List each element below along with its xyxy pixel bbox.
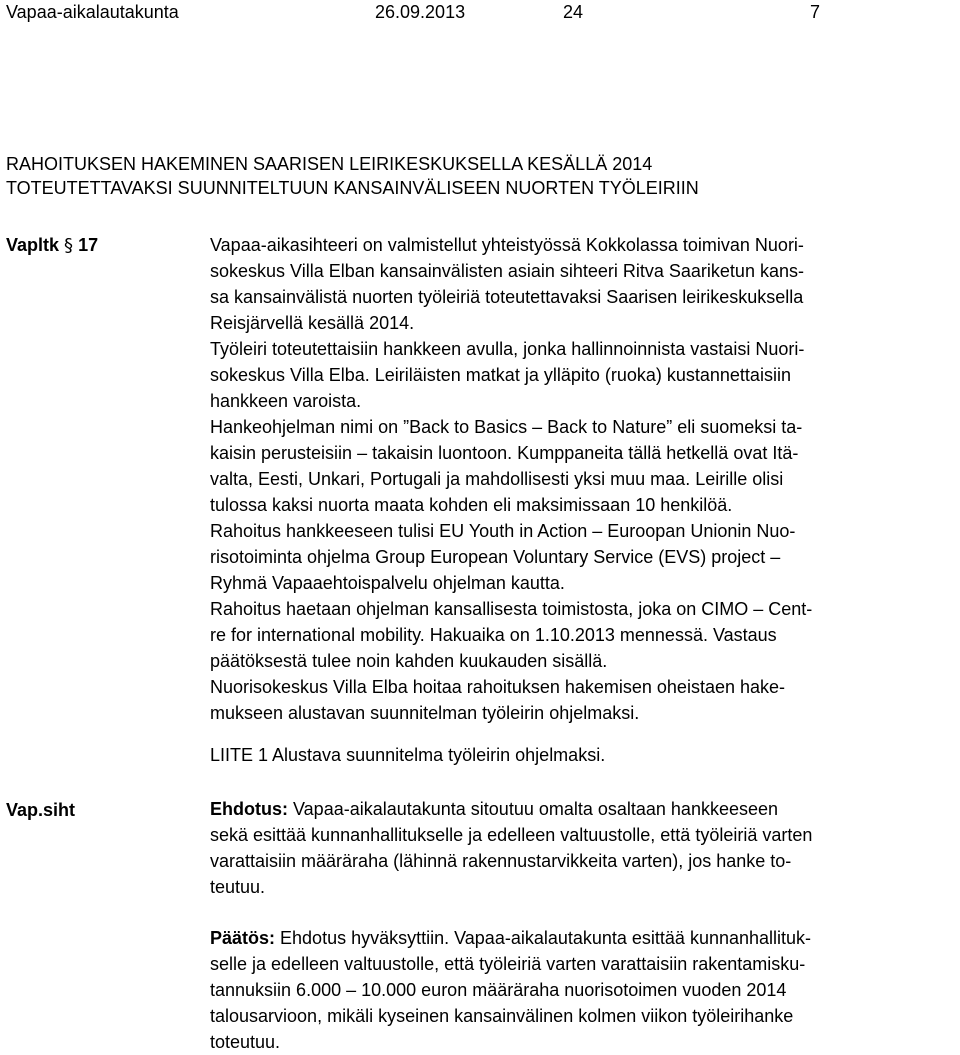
body-line: päätöksestä tulee noin kahden kuukauden sisällä. bbox=[210, 651, 608, 671]
decision-line: tannuksiin 6.000 – 10.000 euron määräraha nuorisotoimen vuoden 2014 bbox=[210, 980, 787, 1000]
body-line: Rahoitus hankkeeseen tulisi EU Youth in Action – Euroopan Unionin Nuo- bbox=[210, 521, 796, 541]
body-line: mukseen alustavan suunnitelman työleirin ohjelmaksi. bbox=[210, 703, 640, 723]
proposal-line: sekä esittää kunnanhallitukselle ja edelleen valtuustolle, että työleiriä varten bbox=[210, 825, 813, 845]
proposal-first-line bbox=[210, 796, 955, 822]
header-committee: Vapaa-aikalautakunta bbox=[6, 2, 179, 22]
title-line-2: TOTEUTETTAVAKSI SUUNNITELTUUN KANSAINVÄLISEEN NUORTEN TYÖLEIRIIN bbox=[6, 178, 699, 198]
reference-number: 17 bbox=[78, 235, 99, 255]
attachment-note bbox=[210, 742, 955, 768]
title-line-1: RAHOITUKSEN HAKEMINEN SAARISEN LEIRIKESKUKSELLA KESÄLLÄ 2014 bbox=[6, 154, 653, 174]
attachment-line: LIITE 1 Alustava suunnitelma työleirin ohjelmaksi. bbox=[210, 745, 606, 765]
header-date: 26.09.2013 bbox=[375, 2, 466, 22]
section-reference-label bbox=[6, 233, 98, 258]
body-line: valta, Eesti, Unkari, Portugali ja mahdollisesti yksi muu maa. Leirille olisi bbox=[210, 469, 784, 489]
body-line: Hankeohjelman nimi on ”Back to Basics – Back to Nature” eli suomeksi ta- bbox=[210, 417, 803, 437]
body-line: sokeskus Villa Elba. Leiriläisten matkat ja ylläpito (ruoka) kustannettaisiin bbox=[210, 365, 791, 385]
header-page-number: 7 bbox=[810, 2, 821, 22]
body-line: Rahoitus haetaan ohjelman kansallisesta toimistosta, joka on CIMO – Cent- bbox=[210, 599, 813, 619]
decision-line-rest: Ehdotus hyväksyttiin. Vapaa-aikalautakunta esittää kunnanhallituk- bbox=[275, 928, 812, 948]
proposal-line: teutuu. bbox=[210, 877, 266, 897]
decision-line: toteutuu. bbox=[210, 1032, 281, 1052]
body-line: Ryhmä Vapaaehtoispalvelu ohjelman kautta. bbox=[210, 573, 565, 593]
body-line: hankkeen varoista. bbox=[210, 391, 362, 411]
body-line: re for international mobility. Hakuaika on 1.10.2013 mennessä. Vastaus bbox=[210, 625, 777, 645]
section-sign: § bbox=[64, 235, 74, 256]
proposal-line: varattaisiin määräraha (lähinnä rakennustarvikkeita varten), jos hanke to- bbox=[210, 851, 792, 871]
proposal-author-label: Vap.siht bbox=[6, 800, 76, 820]
decision-line: talousarvioon, mikäli kyseinen kansainvälinen kolmen viikon työleirihanke bbox=[210, 1006, 794, 1026]
body-line: sa kansainvälistä nuorten työleiriä toteutettavaksi Saarisen leirikeskuksella bbox=[210, 287, 804, 307]
decision-lead: Päätös: bbox=[210, 928, 276, 948]
body-line: risotoiminta ohjelma Group European Voluntary Service (EVS) project – bbox=[210, 547, 781, 567]
body-line: sokeskus Villa Elban kansainvälisten asiain sihteeri Ritva Saariketun kans- bbox=[210, 261, 804, 281]
reference-prefix: Vapltk bbox=[6, 235, 60, 255]
body-line: Työleiri toteutettaisiin hankkeen avulla, jonka hallinnoinnista vastaisi Nuori- bbox=[210, 339, 805, 359]
proposal-lead: Ehdotus: bbox=[210, 799, 288, 819]
decision-line: selle ja edelleen valtuustolle, että työleiriä varten varattaisiin rakentamisku- bbox=[210, 954, 806, 974]
body-line: Nuorisokeskus Villa Elba hoitaa rahoituksen hakemisen oheistaen hake- bbox=[210, 677, 786, 697]
body-line: kaisin perusteisiin – takaisin luontoon. Kumppaneita tällä hetkellä ovat Itä- bbox=[210, 443, 799, 463]
proposal-text bbox=[210, 796, 955, 900]
document-title bbox=[6, 152, 946, 200]
decision-text bbox=[210, 925, 955, 1055]
main-body-text bbox=[210, 232, 955, 726]
decision-first-line bbox=[210, 925, 955, 951]
body-line: tulossa kaksi nuorta maata kohden eli maksimissaan 10 henkilöä. bbox=[210, 495, 733, 515]
body-line: Reisjärvellä kesällä 2014. bbox=[210, 313, 415, 333]
proposal-line-rest: Vapaa-aikalautakunta sitoutuu omalta osaltaan hankkeeseen bbox=[288, 799, 779, 819]
header-section-number: 24 bbox=[563, 2, 584, 22]
body-line: Vapaa-aikasihteeri on valmistellut yhteistyössä Kokkolassa toimivan Nuori- bbox=[210, 235, 804, 255]
